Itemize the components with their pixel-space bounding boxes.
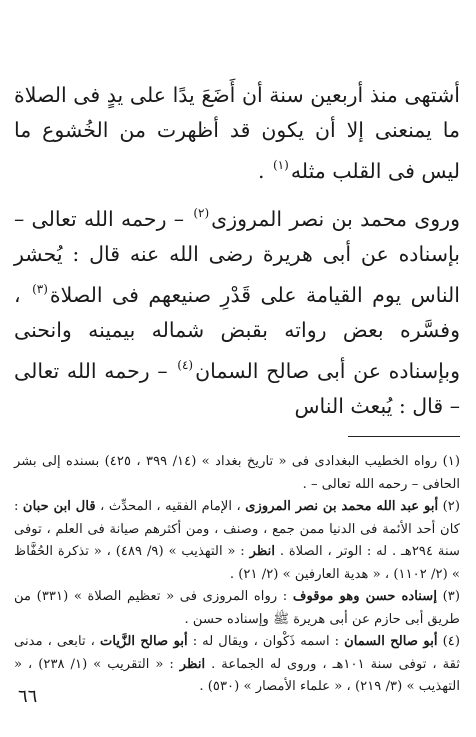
page-number: ٦٦ [18,686,38,707]
footnote-4-text-1: : اسمه ذَكْوان ، ويقال له : [187,634,345,649]
paragraph-1 [14,78,460,189]
footnote-separator [348,436,460,437]
footnote-2-text-1: ، الإمام الفقيه ، المحدِّث ، [95,499,246,514]
paragraph-2-part-b: – رحمه الله تعالى – بإسناده عن أبى هريرة رضى الله عنه قال : يُحشر الناس يوم القيامة على قَدْرِ صنيعهم فى الصلاة [14,207,460,307]
footnote-4-see: انظر [179,656,206,672]
footnote-4-text-3: : « التقريب » (١/ ٢٣٨) ، « التهذيب » (٣/ ٢١٩) ، « علماء الأمصار » (٥٣٠) . [14,656,460,694]
paragraph-1-end: . [257,159,271,183]
footnote-3-text: : رواه المروزى فى « تعظيم الصلاة » (٣٣١) من طريق أبى حازم عن أبى هريرة ﷺ وإسناده حسن . [14,589,460,627]
footnote-4-text-2: ، تابعى ، مدنى ثقة ، توفى سنة ١٠١هـ ، وروى له الجماعة . [14,634,460,672]
footnote-2-see: انظر [249,544,275,559]
footnote-2-name: أبو عبد الله محمد بن نصر المروزى [245,499,439,514]
paragraph-2 [14,196,460,424]
footnote-2-text-3: : « التهذيب » (٩/ ٤٨٩) ، « تذكرة الحُفَّاظ » (٢/ ١١٠٢) ، « هدية العارفين » (٢/ ٢١) . [14,544,460,582]
footnote-3 [14,586,460,631]
footnote-4-number: (٤) [437,634,461,649]
footnote-4-alias: أبو صالح الزَّيات [99,634,188,649]
footnote-marker-1: (١) [272,158,289,172]
paragraph-1-text: أشتهى منذ أربعين سنة أن أَضَعَ يدًا على يدٍ فى الصلاة ما يمنعنى إلا أن يكون قد أظهرت من الخُشوع ما ليس فى القلب مثله [14,83,460,183]
paragraph-2-part-d: – رحمه الله تعالى – قال : يُبعث الناس [14,359,460,418]
footnotes [14,451,460,699]
footnote-2-text-2: : كان أحد الأئمة فى الدنيا ممن جمع ، وصنف ، ومن أكثرهم صيانة فى العلم ، توفى سنة ٢٩٤هـ . له : الوتر ، الصلاة . [14,499,461,559]
footnote-3-grading: إسناده حسن وهو موقوف [292,589,438,604]
page-content [14,78,460,699]
footnote-3-number: (٣) [437,589,460,604]
footnote-4 [14,631,460,699]
footnote-marker-4: (٤) [177,358,194,372]
footnote-4-name: أبو صالح السمان [344,634,438,649]
footnote-1: (١) رواه الخطيب البغدادى فى « تاريخ بغداد » (١٤/ ٣٩٩ ، ٤٢٥) بسنده إلى بشر الحافى – رحمه الله تعالى – . [14,454,460,492]
footnote-2 [14,496,460,586]
footnote-marker-3: (٣) [32,282,48,296]
paragraph-2-part-a: وروى محمد بن نصر المروزى [211,207,460,231]
footnote-marker-2: (٢) [193,206,210,220]
footnote-2-ibn-hibban: قال ابن حبان [22,499,96,514]
main-text [14,78,460,424]
footnote-2-number: (٢) [438,499,460,514]
paragraph-2-part-c: ، وفسَّره بعض رواته بقبض شماله بيمينه وانحنى وبإسناده عن أبى صالح السمان [14,283,460,383]
